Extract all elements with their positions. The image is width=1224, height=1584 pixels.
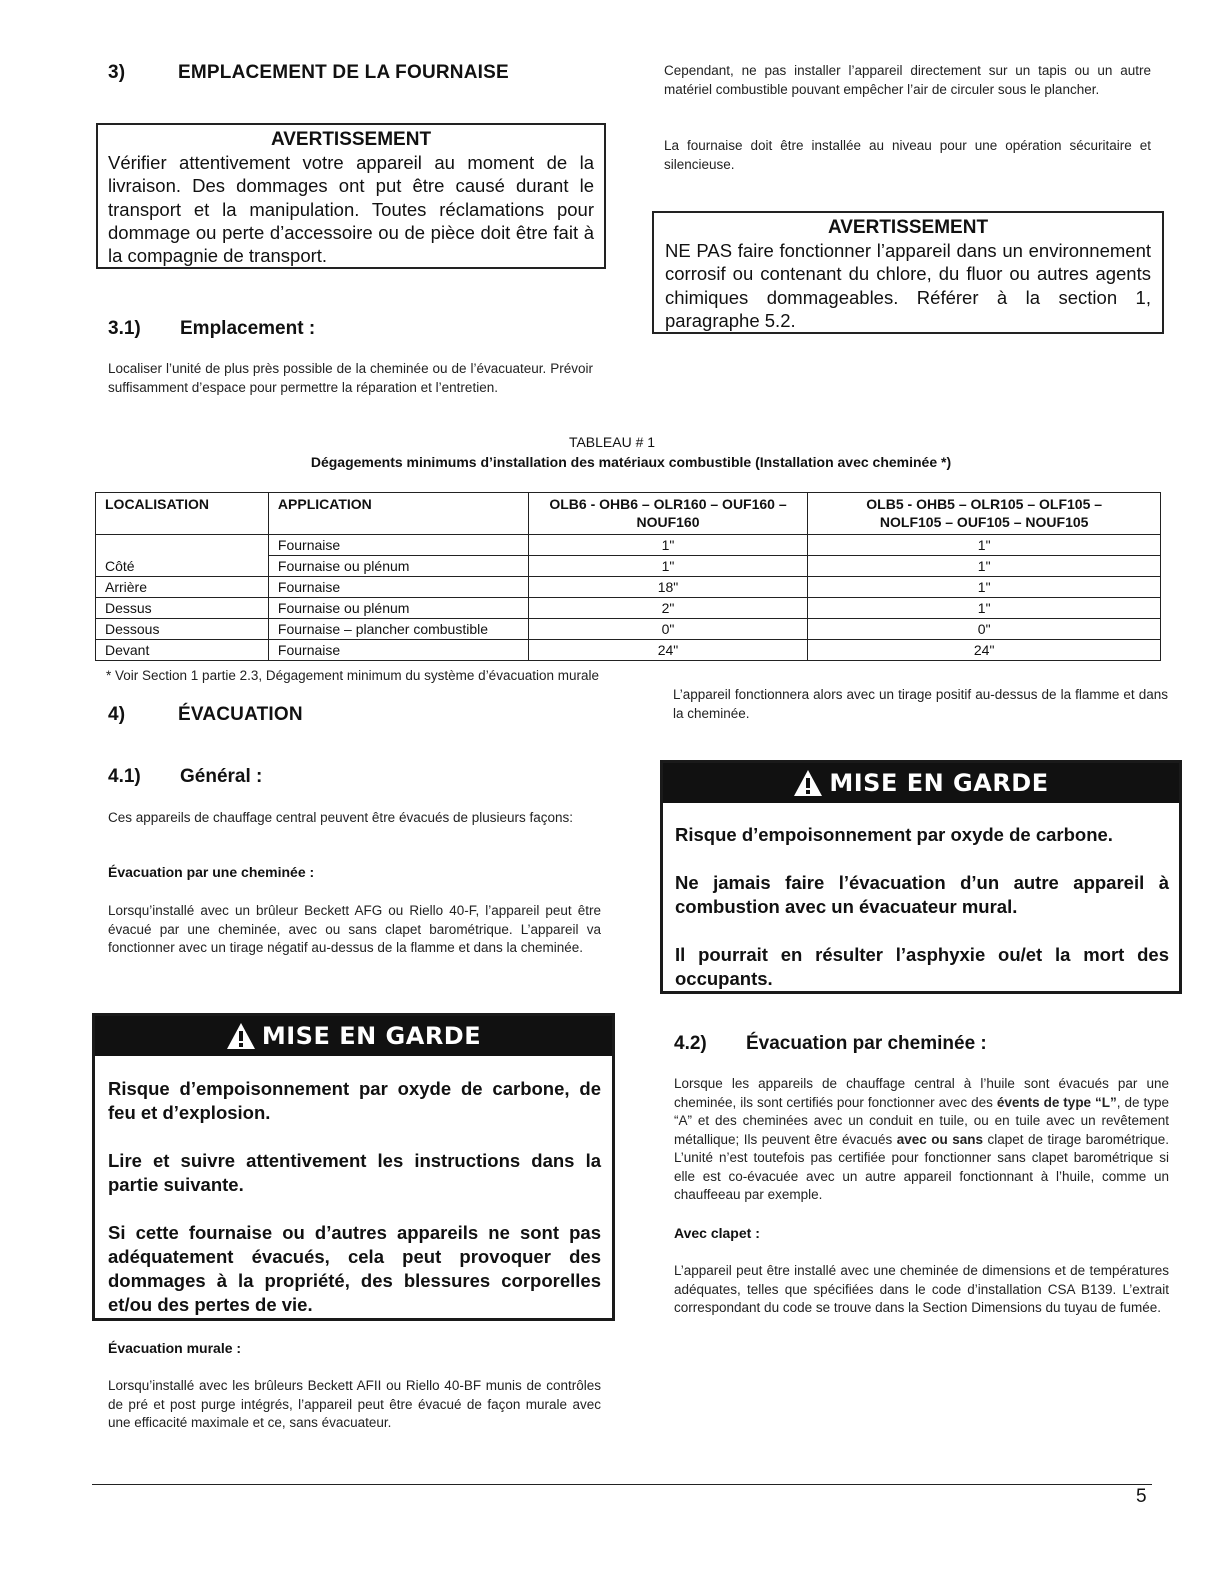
- table-row: [96, 598, 1161, 619]
- section-3-1-heading: 3.1) Emplacement :: [108, 318, 316, 339]
- caution-title: MISE EN GARDE: [829, 769, 1049, 797]
- header-application: APPLICATION: [268, 493, 528, 535]
- warning-title: AVERTISSEMENT: [270, 129, 432, 150]
- caution-paragraph: Lire et suivre attentivement les instructions dans la partie suivante.: [108, 1150, 601, 1195]
- warning-box-corrosive: [652, 211, 1164, 334]
- table-row: [96, 577, 1161, 598]
- warning-body: NE PAS faire fonctionner l’appareil dans un environnement corrosif ou contenant du chlore, du fluor ou autres agents chimiques dommageables. Référer à la section 1, paragraphe 5.2.: [665, 240, 1151, 331]
- table-row: [96, 640, 1161, 661]
- cell-localisation: Dessus: [96, 598, 269, 619]
- warning-body: Vérifier attentivement votre appareil au moment de la livraison. Des dommages ont put être causé durant le transport et la manipulation. Toutes réclamations pour dommage ou perte d’accessoire ou de pièce doit être fait à la compagnie de transport.: [108, 152, 594, 267]
- paragraph-4-2: Lorsque les appareils de chauffage central à l’huile sont évacués par une cheminée, ils sont certifiés pour fonctionner avec des évents de type “L”, de type “A” et des cheminées avec un conduit en tuile, ou en tuile avec un revêtement métallique; Ils peuvent être évacués avec ou sans clapet de tirage barométrique. L’unité n’est toutefois pas certifiée pour fonctionner sans clapet barométrique si elle est co-évacuée avec un autre appareil fonctionnant à l’huile, comme un chauffeeau par exemple.: [674, 1076, 1170, 1202]
- warning-title: AVERTISSEMENT: [827, 217, 989, 238]
- paragraph-positive-draft: L’appareil fonctionnera alors avec un tirage positif au-dessus de la flamme et dans la cheminée.: [673, 687, 1168, 721]
- cell-localisation: Arrière: [96, 577, 269, 598]
- warning-triangle-icon: [226, 1022, 256, 1050]
- cell-clearance-160: 1": [528, 556, 808, 577]
- cell-clearance-160: 18": [528, 577, 808, 598]
- table-row: [96, 535, 1161, 556]
- caution-paragraph: Risque d’empoisonnement par oxyde de carbone.: [675, 824, 1113, 845]
- cell-clearance-160: 1": [528, 535, 808, 556]
- caution-header: [663, 763, 1179, 803]
- wall-venting-label: Évacuation murale :: [108, 1340, 242, 1356]
- warning-triangle-icon: [793, 769, 823, 797]
- paragraph-level: La fournaise doit être installée au niveau pour une opération sécuritaire et silencieuse.: [664, 138, 1151, 172]
- cell-clearance-105: 24": [808, 640, 1161, 661]
- caution-title: MISE EN GARDE: [261, 1022, 482, 1050]
- caution-paragraph: Si cette fournaise ou d’autres appareils ne sont pas adéquatement évacués, cela peut provoquer des dommages à la propriété, des blessures corporelles et/ou des pertes de vie.: [108, 1222, 601, 1315]
- section-4-heading: 4) ÉVACUATION: [108, 704, 303, 725]
- table-footnote: * Voir Section 1 partie 2.3, Dégagement minimum du système d’évacuation murale: [106, 668, 600, 683]
- header-models-160: OLB6 - OHB6 – OLR160 – OUF160 – NOUF160: [528, 493, 808, 535]
- cell-application: Fournaise ou plénum: [268, 556, 528, 577]
- paragraph-chimney-venting: Lorsqu’installé avec un brûleur Beckett AFG ou Riello 40-F, l’appareil peut être évacué par une cheminée, avec ou sans clapet barométrique. L’appareil va fonctionner avec un tirage négatif au-dessus de la flamme et dans la cheminée.: [108, 903, 601, 955]
- cell-application: Fournaise ou plénum: [268, 598, 528, 619]
- cell-clearance-105: 1": [808, 577, 1161, 598]
- table-header-row: [96, 493, 1161, 535]
- caution-paragraph: Ne jamais faire l’évacuation d’un autre appareil à combustion avec un évacuateur mural.: [675, 872, 1169, 917]
- table-label: TABLEAU # 1: [568, 434, 656, 450]
- section-4-1-heading: 4.1) Général :: [108, 766, 263, 787]
- cell-clearance-160: 2": [528, 598, 808, 619]
- caution-paragraph: Il pourrait en résulter l’asphyxie ou/et la mort des occupants.: [675, 944, 1169, 989]
- cell-clearance-105: 1": [808, 598, 1161, 619]
- caution-box-fire: [92, 1013, 615, 1321]
- cell-application: Fournaise – plancher combustible: [268, 619, 528, 640]
- paragraph-carpet: Cependant, ne pas installer l’appareil directement sur un tapis ou un autre matériel combustible pouvant empêcher l’air de circuler sous le plancher.: [664, 63, 1151, 97]
- table-row: [96, 619, 1161, 640]
- table-caption: Dégagements minimums d’installation des matériaux combustible (Installation avec cheminée *): [310, 454, 952, 470]
- cell-localisation: Devant: [96, 640, 269, 661]
- caution-paragraph: Risque d’empoisonnement par oxyde de carbone, de feu et d’explosion.: [108, 1078, 601, 1123]
- section-4-2-heading: 4.2) Évacuation par cheminée :: [674, 1033, 987, 1054]
- section-3-heading: 3) EMPLACEMENT DE LA FOURNAISE: [108, 62, 509, 83]
- cell-clearance-105: 1": [808, 535, 1161, 556]
- header-models-105: OLB5 - OHB5 – OLR105 – OLF105 – NOLF105 – OUF105 – NOUF105: [808, 493, 1161, 535]
- paragraph-with-damper: L’appareil peut être installé avec une cheminée de dimensions et de températures adéquates, telles que spécifiées dans le code d’installation CSA B139. L’extrait correspondant du code se trouve dans la Section Dimensions du tuyau de fumée.: [674, 1263, 1169, 1315]
- cell-localisation: Dessous: [96, 619, 269, 640]
- warning-box-delivery: [96, 123, 606, 269]
- paragraph-3-1: Localiser l’unité de plus près possible de la cheminée ou de l’évacuateur. Prévoir suffisamment d’espace pour permettre la réparation et l’entretien.: [108, 361, 593, 395]
- cell-clearance-160: 0": [528, 619, 808, 640]
- paragraph-wall-venting: Lorsqu’installé avec les brûleurs Beckett AFII ou Riello 40-BF munis de contrôles de pré et post purge intégrés, l’appareil peut être évacué de façon murale avec une efficacité maximale et ce, sans évacuateur.: [108, 1378, 601, 1430]
- chimney-venting-label: Évacuation par une cheminée :: [108, 864, 315, 880]
- cell-application: Fournaise: [268, 640, 528, 661]
- cell-clearance-160: 24": [528, 640, 808, 661]
- cell-application: Fournaise: [268, 577, 528, 598]
- paragraph-4-1: Ces appareils de chauffage central peuvent être évacués de plusieurs façons:: [108, 810, 574, 825]
- header-localisation: LOCALISATION: [96, 493, 269, 535]
- cell-application: Fournaise: [268, 535, 528, 556]
- page-number: 5: [1136, 1486, 1147, 1507]
- caution-header: [95, 1016, 612, 1056]
- cell-localisation: Côté: [96, 535, 269, 577]
- cell-clearance-105: 0": [808, 619, 1161, 640]
- caution-box-co: [660, 760, 1182, 994]
- with-damper-label: Avec clapet :: [674, 1225, 760, 1241]
- cell-clearance-105: 1": [808, 556, 1161, 577]
- footer-rule: [92, 1484, 1152, 1485]
- clearance-table: [95, 492, 1161, 661]
